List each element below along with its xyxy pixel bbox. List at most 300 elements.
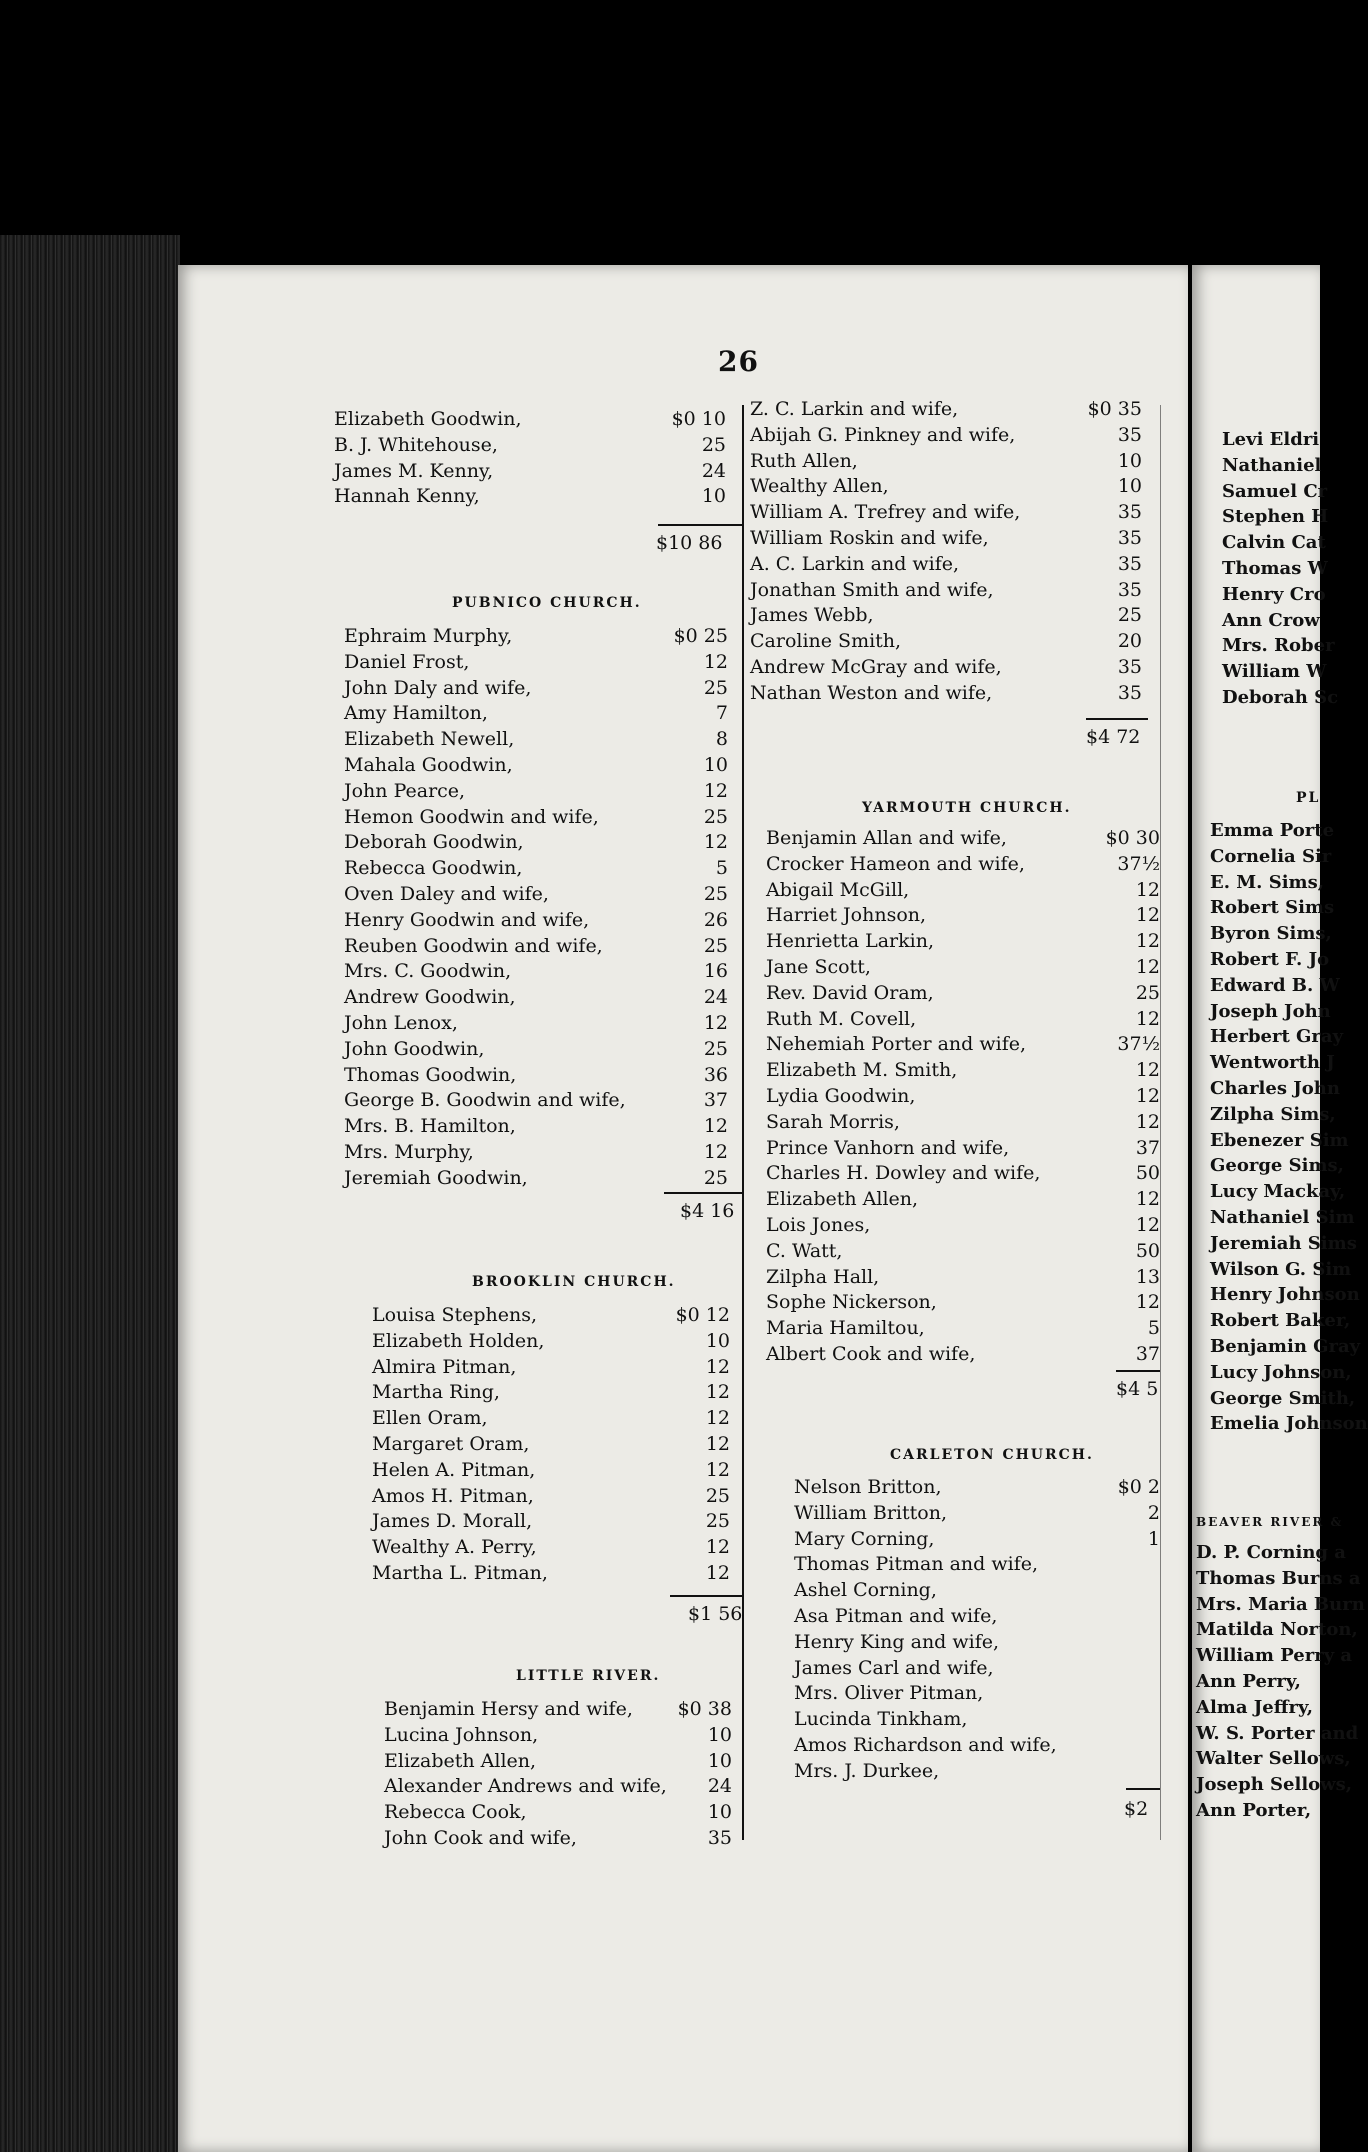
- pubnico-entry: [344, 1140, 736, 1166]
- yarmouth-entry-amount: 37½: [1117, 1033, 1160, 1056]
- carleton-entry-name: William Britton,: [794, 1501, 947, 1524]
- brooklin-total-rule: [670, 1595, 742, 1597]
- brooklin-entry-name: Almira Pitman,: [372, 1355, 517, 1378]
- pubnico-entry-name: Rebecca Goodwin,: [344, 857, 523, 880]
- carleton-entry-name: Mrs. J. Durkee,: [794, 1759, 940, 1782]
- pubnico-entry-amount: 25: [703, 934, 728, 957]
- pubnico-entry-amount: 12: [703, 1140, 728, 1163]
- col3-heading-c: BEAVER RIVER &: [1196, 1515, 1344, 1529]
- pubnico-entry: [344, 1037, 736, 1063]
- col2-top-entry-name: A. C. Larkin and wife,: [750, 552, 960, 575]
- yarmouth-entry-name: Ruth M. Covell,: [766, 1007, 917, 1030]
- pubnico-entry-amount: 24: [703, 986, 728, 1009]
- yarmouth-entry-amount: 12: [1135, 1291, 1160, 1314]
- page-number: 26: [718, 345, 759, 378]
- col2-top-entry-amount: 25: [1117, 604, 1142, 627]
- yarmouth-heading: YARMOUTH CHURCH.: [862, 800, 1072, 816]
- brooklin-entry: [372, 1432, 738, 1458]
- col1-top-entry-amount: 25: [701, 433, 726, 456]
- col3-a-name: Deborah Sc: [1222, 686, 1339, 708]
- yarmouth-entry: [766, 1290, 1160, 1316]
- pubnico-heading: PUBNICO CHURCH.: [452, 595, 642, 611]
- yarmouth-entry-name: Benjamin Allan and wife,: [766, 827, 1007, 849]
- yarmouth-entry: [766, 1265, 1160, 1291]
- pubnico-entry: [344, 1011, 736, 1037]
- col2-top-entry-name: Andrew McGray and wife,: [750, 655, 1002, 678]
- pubnico-entry-amount: 12: [703, 650, 728, 673]
- yarmouth-entry: [766, 1161, 1160, 1187]
- col3-b-name: Emma Porte: [1210, 820, 1335, 841]
- carleton-entry: [794, 1707, 1160, 1733]
- col3-c-name: D. P. Corning a: [1196, 1542, 1346, 1563]
- yarmouth-entry-amount: 12: [1135, 1084, 1160, 1107]
- brooklin-entry-amount: 25: [705, 1510, 730, 1533]
- brooklin-entry: [372, 1355, 738, 1381]
- col2-top-entry-name: Abijah G. Pinkney and wife,: [750, 423, 1016, 446]
- col1-top-entry: [334, 407, 734, 433]
- carleton-entry-name: Thomas Pitman and wife,: [794, 1553, 1039, 1576]
- carleton-entry: [794, 1630, 1160, 1656]
- pubnico-entry-name: Andrew Goodwin,: [344, 986, 516, 1009]
- col3-a-name: Levi Eldri: [1222, 429, 1320, 450]
- col2-top-entry-name: Nathan Weston and wife,: [750, 681, 993, 704]
- pubnico-entry-name: John Pearce,: [344, 779, 466, 802]
- yarmouth-entry-name: Lois Jones,: [766, 1213, 871, 1236]
- pubnico-entry-amount: 25: [703, 882, 728, 905]
- col3-b-name: E. M. Sims,: [1210, 871, 1324, 893]
- brooklin-entry-amount: 25: [705, 1484, 730, 1507]
- yarmouth-entry-name: Sarah Morris,: [766, 1110, 900, 1133]
- col1-top-entry: [334, 459, 734, 485]
- brooklin-list: [372, 1303, 738, 1587]
- pubnico-entry-amount: 25: [703, 1166, 728, 1189]
- brooklin-entry: [372, 1329, 738, 1355]
- pubnico-entry-name: Thomas Goodwin,: [344, 1063, 517, 1086]
- carleton-entry-name: Lucinda Tinkham,: [794, 1708, 968, 1731]
- pubnico-entry-name: Oven Daley and wife,: [344, 882, 549, 905]
- yarmouth-entry-amount: 12: [1135, 1110, 1160, 1133]
- col3-a-name: Mrs. Rober: [1222, 635, 1335, 657]
- brooklin-entry-amount: 10: [705, 1329, 730, 1352]
- pubnico-entry-name: Henry Goodwin and wife,: [344, 908, 590, 931]
- col3-b-name: Lucy Johnson,: [1210, 1361, 1352, 1383]
- col2-top-entry: [750, 578, 1150, 604]
- col2-top-entry: [750, 526, 1150, 552]
- yarmouth-entry: [766, 955, 1160, 981]
- brooklin-entry-amount: 12: [705, 1407, 730, 1430]
- brooklin-entry-amount: $0 12: [675, 1304, 730, 1326]
- col3-b-name: Emelia Johnson: [1210, 1413, 1368, 1435]
- yarmouth-entry-name: Elizabeth M. Smith,: [766, 1059, 958, 1082]
- yarmouth-entry: [766, 1058, 1160, 1084]
- brooklin-entry-amount: 12: [705, 1458, 730, 1481]
- pubnico-total-rule: [664, 1192, 742, 1194]
- brooklin-entry-name: Helen A. Pitman,: [372, 1458, 536, 1481]
- yarmouth-entry-amount: 50: [1135, 1239, 1160, 1262]
- col2-top-entry-amount: 35: [1117, 578, 1142, 601]
- col3-a-name: Samuel Cr: [1222, 480, 1328, 502]
- carleton-entry-amount: 1: [1147, 1527, 1160, 1550]
- carleton-entry: [794, 1759, 1160, 1785]
- col2-top-entry-amount: 35: [1117, 681, 1142, 704]
- pubnico-list: [344, 624, 736, 1192]
- brooklin-entry: [372, 1535, 738, 1561]
- yarmouth-entry-name: Harriet Johnson,: [766, 904, 927, 927]
- yarmouth-entry: [766, 981, 1160, 1007]
- little-river-heading: LITTLE RIVER.: [516, 1668, 661, 1684]
- carleton-entry-name: Mary Corning,: [794, 1527, 935, 1550]
- yarmouth-entry-amount: $0 30: [1105, 827, 1160, 849]
- yarmouth-entry-name: Jane Scott,: [766, 955, 871, 978]
- col1-top-entry: [334, 484, 734, 510]
- pubnico-entry-amount: 12: [703, 1115, 728, 1138]
- col3-b-name: Edward B. W: [1210, 974, 1340, 996]
- yarmouth-list: [766, 826, 1160, 1368]
- yarmouth-entry: [766, 826, 1160, 852]
- yarmouth-entry-amount: 25: [1135, 981, 1160, 1004]
- little-river-entry: [384, 1697, 740, 1723]
- col3-c-name: Matilda Norton,: [1196, 1619, 1358, 1641]
- yarmouth-entry: [766, 1187, 1160, 1213]
- pubnico-entry: [344, 882, 736, 908]
- pubnico-entry-name: Jeremiah Goodwin,: [344, 1166, 528, 1189]
- little-river-entry: [384, 1774, 740, 1800]
- carleton-entry-name: Asa Pitman and wife,: [794, 1604, 998, 1627]
- col3-list-b: [1210, 818, 1368, 1437]
- col3-a-name: Thomas W: [1222, 557, 1328, 579]
- brooklin-entry-name: Martha Ring,: [372, 1381, 500, 1404]
- pubnico-entry-amount: 12: [703, 779, 728, 802]
- brooklin-entry-name: Amos H. Pitman,: [372, 1484, 534, 1507]
- pubnico-entry-name: Mrs. C. Goodwin,: [344, 960, 512, 983]
- little-river-entry: [384, 1826, 740, 1852]
- yarmouth-entry-name: Zilpha Hall,: [766, 1265, 880, 1288]
- brooklin-entry: [372, 1303, 738, 1329]
- little-river-entry-amount: 24: [707, 1775, 732, 1798]
- little-river-entry: [384, 1800, 740, 1826]
- col2-top-entry: [750, 603, 1150, 629]
- carleton-heading: CARLETON CHURCH.: [890, 1447, 1094, 1463]
- brooklin-entry: [372, 1458, 738, 1484]
- pubnico-entry-name: Mrs. B. Hamilton,: [344, 1115, 516, 1138]
- brooklin-entry-name: Margaret Oram,: [372, 1432, 530, 1455]
- col3-b-name: Charles John: [1210, 1077, 1340, 1099]
- pubnico-entry-name: Reuben Goodwin and wife,: [344, 934, 603, 957]
- col3-b-name: Lucy Mackay,: [1210, 1181, 1346, 1203]
- pubnico-total: $4 16: [680, 1200, 735, 1222]
- pubnico-entry: [344, 1063, 736, 1089]
- col1-top-entry-amount: $0 10: [671, 408, 726, 430]
- yarmouth-entry: [766, 929, 1160, 955]
- pubnico-entry: [344, 779, 736, 805]
- yarmouth-entry-amount: 37: [1135, 1342, 1160, 1365]
- little-river-entry: [384, 1723, 740, 1749]
- carleton-entry-name: Amos Richardson and wife,: [794, 1733, 1057, 1756]
- yarmouth-entry: [766, 852, 1160, 878]
- little-river-entry-name: John Cook and wife,: [384, 1826, 577, 1849]
- col1-top-entry-name: B. J. Whitehouse,: [334, 433, 498, 456]
- yarmouth-entry: [766, 1110, 1160, 1136]
- col1-top-entry: [334, 433, 734, 459]
- col3-b-name: George Smith,: [1210, 1387, 1356, 1409]
- carleton-entry-name: Mrs. Oliver Pitman,: [794, 1682, 984, 1705]
- yarmouth-entry-name: Nehemiah Porter and wife,: [766, 1033, 1027, 1056]
- yarmouth-entry: [766, 1084, 1160, 1110]
- carleton-entry: [794, 1475, 1160, 1501]
- brooklin-entry-name: James D. Morall,: [372, 1510, 533, 1533]
- pubnico-entry-name: Deborah Goodwin,: [344, 831, 524, 854]
- col3-b-name: Nathaniel Sim: [1210, 1206, 1355, 1228]
- book-spine: [0, 235, 180, 2152]
- carleton-entry: [794, 1604, 1160, 1630]
- yarmouth-entry-amount: 37½: [1117, 852, 1160, 875]
- col3-list-c: [1196, 1540, 1365, 1824]
- col3-a-name: Ann Crow: [1222, 609, 1320, 631]
- little-river-entry-name: Lucina Johnson,: [384, 1723, 539, 1746]
- yarmouth-entry: [766, 1136, 1160, 1162]
- little-river-entry-name: Elizabeth Allen,: [384, 1749, 537, 1772]
- col2-top-entry: [750, 449, 1150, 475]
- col2-top-entry-amount: 10: [1117, 449, 1142, 472]
- col2-top-list: [750, 397, 1150, 707]
- pubnico-entry-name: Ephraim Murphy,: [344, 625, 513, 647]
- pubnico-entry: [344, 624, 736, 650]
- carleton-total: $2: [1124, 1798, 1149, 1820]
- pubnico-entry: [344, 985, 736, 1011]
- col1-top-entry-name: Hannah Kenny,: [334, 485, 480, 508]
- col3-b-name: Jeremiah Sims: [1210, 1232, 1357, 1254]
- pubnico-entry: [344, 959, 736, 985]
- col3-heading-b: PL: [1296, 790, 1321, 806]
- col2-top-entry-amount: 35: [1117, 552, 1142, 575]
- col3-list-a: [1222, 427, 1339, 711]
- col3-c-name: William Perry a: [1196, 1645, 1353, 1667]
- pubnico-entry-amount: 10: [703, 753, 728, 776]
- carleton-entry: [794, 1501, 1160, 1527]
- brooklin-heading: BROOKLIN CHURCH.: [472, 1274, 676, 1290]
- yarmouth-entry-amount: 12: [1135, 955, 1160, 978]
- col2-top-entry-amount: 35: [1117, 655, 1142, 678]
- yarmouth-entry-amount: 12: [1135, 1007, 1160, 1030]
- col1-top-entry-name: James M. Kenny,: [334, 459, 494, 482]
- pubnico-entry-amount: 5: [715, 857, 728, 880]
- col3-b-name: Robert F. Jo: [1210, 948, 1330, 970]
- pubnico-entry-name: John Lenox,: [344, 1011, 458, 1034]
- brooklin-entry-amount: 12: [705, 1432, 730, 1455]
- little-river-entry: [384, 1749, 740, 1775]
- pubnico-entry-amount: 25: [703, 676, 728, 699]
- col2-top-entry: [750, 423, 1150, 449]
- yarmouth-entry: [766, 1032, 1160, 1058]
- col2-top-entry: [750, 500, 1150, 526]
- col1-top-entry-name: Elizabeth Goodwin,: [334, 408, 522, 430]
- col2-top-entry: [750, 552, 1150, 578]
- yarmouth-total: $4 5: [1116, 1378, 1159, 1400]
- col3-b-name: Herbert Gray: [1210, 1026, 1344, 1048]
- brooklin-entry: [372, 1561, 738, 1587]
- col3-b-name: Robert Sims: [1210, 897, 1335, 919]
- col3-c-name: Joseph Sellows,: [1196, 1774, 1353, 1796]
- little-river-entry-amount: 10: [707, 1723, 732, 1746]
- col2-top-entry-name: Z. C. Larkin and wife,: [750, 398, 959, 420]
- pubnico-entry-name: Amy Hamilton,: [344, 702, 488, 725]
- col2-top-entry: [750, 474, 1150, 500]
- pubnico-entry-amount: 16: [703, 960, 728, 983]
- pubnico-entry-amount: 37: [703, 1089, 728, 1112]
- pubnico-entry-amount: 36: [703, 1063, 728, 1086]
- pubnico-entry: [344, 1166, 736, 1192]
- carleton-total-rule: [1126, 1788, 1160, 1790]
- yarmouth-entry-name: Elizabeth Allen,: [766, 1188, 919, 1211]
- yarmouth-entry-name: C. Watt,: [766, 1239, 843, 1262]
- col3-b-name: Henry Johnson: [1210, 1284, 1360, 1306]
- little-river-entry-name: Rebecca Cook,: [384, 1801, 527, 1824]
- pubnico-entry-amount: 12: [703, 1011, 728, 1034]
- pubnico-entry: [344, 1114, 736, 1140]
- pubnico-entry: [344, 830, 736, 856]
- pubnico-entry-name: Elizabeth Newell,: [344, 728, 515, 751]
- brooklin-entry-amount: 12: [705, 1381, 730, 1404]
- col2-top-entry: [750, 629, 1150, 655]
- col3-b-name: Cornelia Sir: [1210, 845, 1332, 867]
- pubnico-entry-amount: 12: [703, 831, 728, 854]
- col3-c-name: Mrs. Maria Burn: [1196, 1593, 1365, 1615]
- brooklin-entry-name: Ellen Oram,: [372, 1407, 488, 1430]
- col1-top-list: [334, 407, 734, 510]
- pubnico-entry: [344, 676, 736, 702]
- yarmouth-entry-amount: 50: [1135, 1162, 1160, 1185]
- col2-top-entry-name: William Roskin and wife,: [750, 526, 989, 549]
- col3-a-name: Stephen H: [1222, 506, 1329, 528]
- col2-top-entry-name: Wealthy Allen,: [750, 475, 889, 498]
- col3-b-name: Benjamin Gray: [1210, 1335, 1361, 1357]
- yarmouth-entry-amount: 12: [1135, 1059, 1160, 1082]
- carleton-entry: [794, 1552, 1160, 1578]
- carleton-entry: [794, 1681, 1160, 1707]
- yarmouth-entry-name: Crocker Hameon and wife,: [766, 852, 1025, 875]
- brooklin-entry-name: Martha L. Pitman,: [372, 1561, 548, 1584]
- yarmouth-entry: [766, 1316, 1160, 1342]
- col3-c-name: Walter Sellows,: [1196, 1748, 1351, 1770]
- column-rule-2: [1160, 405, 1161, 1840]
- carleton-entry-name: Ashel Corning,: [794, 1579, 937, 1602]
- pubnico-entry: [344, 908, 736, 934]
- col3-b-name: Ebenezer Sim: [1210, 1129, 1349, 1151]
- yarmouth-entry: [766, 878, 1160, 904]
- col2-top-total: $4 72: [1086, 726, 1141, 748]
- brooklin-entry: [372, 1380, 738, 1406]
- col3-c-name: Ann Porter,: [1196, 1799, 1312, 1821]
- col2-top-entry: [750, 681, 1150, 707]
- brooklin-entry-name: Elizabeth Holden,: [372, 1329, 545, 1352]
- col2-top-entry-name: Ruth Allen,: [750, 449, 858, 472]
- carleton-list: [794, 1475, 1160, 1785]
- yarmouth-entry-name: Maria Hamiltou,: [766, 1317, 925, 1340]
- yarmouth-entry-amount: 12: [1135, 904, 1160, 927]
- carleton-entry-name: Nelson Britton,: [794, 1476, 942, 1498]
- little-river-entry-amount: 35: [707, 1826, 732, 1849]
- little-river-entry-amount: 10: [707, 1801, 732, 1824]
- pubnico-entry-name: John Daly and wife,: [344, 676, 532, 699]
- yarmouth-entry-amount: 12: [1135, 878, 1160, 901]
- col2-top-entry: [750, 655, 1150, 681]
- col3-b-name: Wilson G. Sim: [1210, 1258, 1352, 1280]
- col3-b-name: George Sims,: [1210, 1155, 1344, 1177]
- col3-c-name: Alma Jeffry,: [1196, 1696, 1314, 1718]
- col1-top-total: $10 86: [656, 532, 723, 554]
- carleton-entry: [794, 1733, 1160, 1759]
- col2-top-entry-amount: 35: [1117, 501, 1142, 524]
- brooklin-entry: [372, 1484, 738, 1510]
- carleton-entry: [794, 1578, 1160, 1604]
- col3-c-name: Ann Perry,: [1196, 1670, 1301, 1692]
- yarmouth-entry-amount: 12: [1135, 1213, 1160, 1236]
- col1-top-total-rule: [658, 524, 742, 526]
- yarmouth-entry-amount: 5: [1147, 1317, 1160, 1340]
- pubnico-entry-name: Mahala Goodwin,: [344, 753, 513, 776]
- yarmouth-entry-name: Henrietta Larkin,: [766, 930, 934, 953]
- col3-a-name: Henry Cro: [1222, 583, 1326, 605]
- yarmouth-entry-name: Abigail McGill,: [766, 878, 910, 901]
- col3-b-name: Robert Baker,: [1210, 1310, 1351, 1332]
- col1-top-entry-amount: 24: [701, 459, 726, 482]
- col2-top-entry-amount: 35: [1117, 423, 1142, 446]
- pubnico-entry: [344, 701, 736, 727]
- yarmouth-entry: [766, 1239, 1160, 1265]
- yarmouth-entry-name: Lydia Goodwin,: [766, 1084, 916, 1107]
- yarmouth-entry-name: Charles H. Dowley and wife,: [766, 1162, 1041, 1185]
- carleton-entry-amount: $0 2: [1117, 1476, 1160, 1498]
- yarmouth-entry-amount: 12: [1135, 1188, 1160, 1211]
- yarmouth-entry-name: Rev. David Oram,: [766, 981, 934, 1004]
- col1-top-entry-amount: 10: [701, 485, 726, 508]
- col3-c-name: Thomas Burns a: [1196, 1567, 1361, 1589]
- yarmouth-entry: [766, 1342, 1160, 1368]
- yarmouth-entry-name: Albert Cook and wife,: [766, 1342, 976, 1365]
- carleton-entry: [794, 1656, 1160, 1682]
- carleton-entry: [794, 1527, 1160, 1553]
- yarmouth-total-rule: [1116, 1370, 1160, 1372]
- pubnico-entry-name: John Goodwin,: [344, 1037, 485, 1060]
- pubnico-entry-amount: 26: [703, 908, 728, 931]
- brooklin-entry-amount: 12: [705, 1536, 730, 1559]
- yarmouth-entry-name: Sophe Nickerson,: [766, 1291, 937, 1314]
- col2-top-entry-amount: 35: [1117, 526, 1142, 549]
- pubnico-entry-amount: 25: [703, 1037, 728, 1060]
- yarmouth-entry-amount: 13: [1135, 1265, 1160, 1288]
- pubnico-entry: [344, 1088, 736, 1114]
- pubnico-entry: [344, 650, 736, 676]
- col2-top-entry: [750, 397, 1150, 423]
- little-river-list: [384, 1697, 740, 1852]
- col2-top-entry-amount: $0 35: [1087, 398, 1142, 420]
- brooklin-entry-amount: 12: [705, 1355, 730, 1378]
- little-river-entry-amount: 10: [707, 1749, 732, 1772]
- col2-top-entry-amount: 10: [1117, 475, 1142, 498]
- col2-top-entry-name: James Webb,: [750, 604, 874, 627]
- yarmouth-entry: [766, 1007, 1160, 1033]
- col2-top-entry-amount: 20: [1117, 630, 1142, 653]
- pubnico-entry: [344, 805, 736, 831]
- brooklin-total: $1 56: [688, 1603, 743, 1625]
- brooklin-entry-name: Wealthy A. Perry,: [372, 1536, 537, 1559]
- carleton-entry-name: Henry King and wife,: [794, 1630, 1000, 1653]
- pubnico-entry-amount: 8: [715, 728, 728, 751]
- carleton-entry-name: James Carl and wife,: [794, 1656, 994, 1679]
- col2-top-entry-name: William A. Trefrey and wife,: [750, 501, 1021, 524]
- col3-b-name: Zilpha Sims,: [1210, 1103, 1336, 1125]
- little-river-entry-name: Alexander Andrews and wife,: [384, 1775, 667, 1798]
